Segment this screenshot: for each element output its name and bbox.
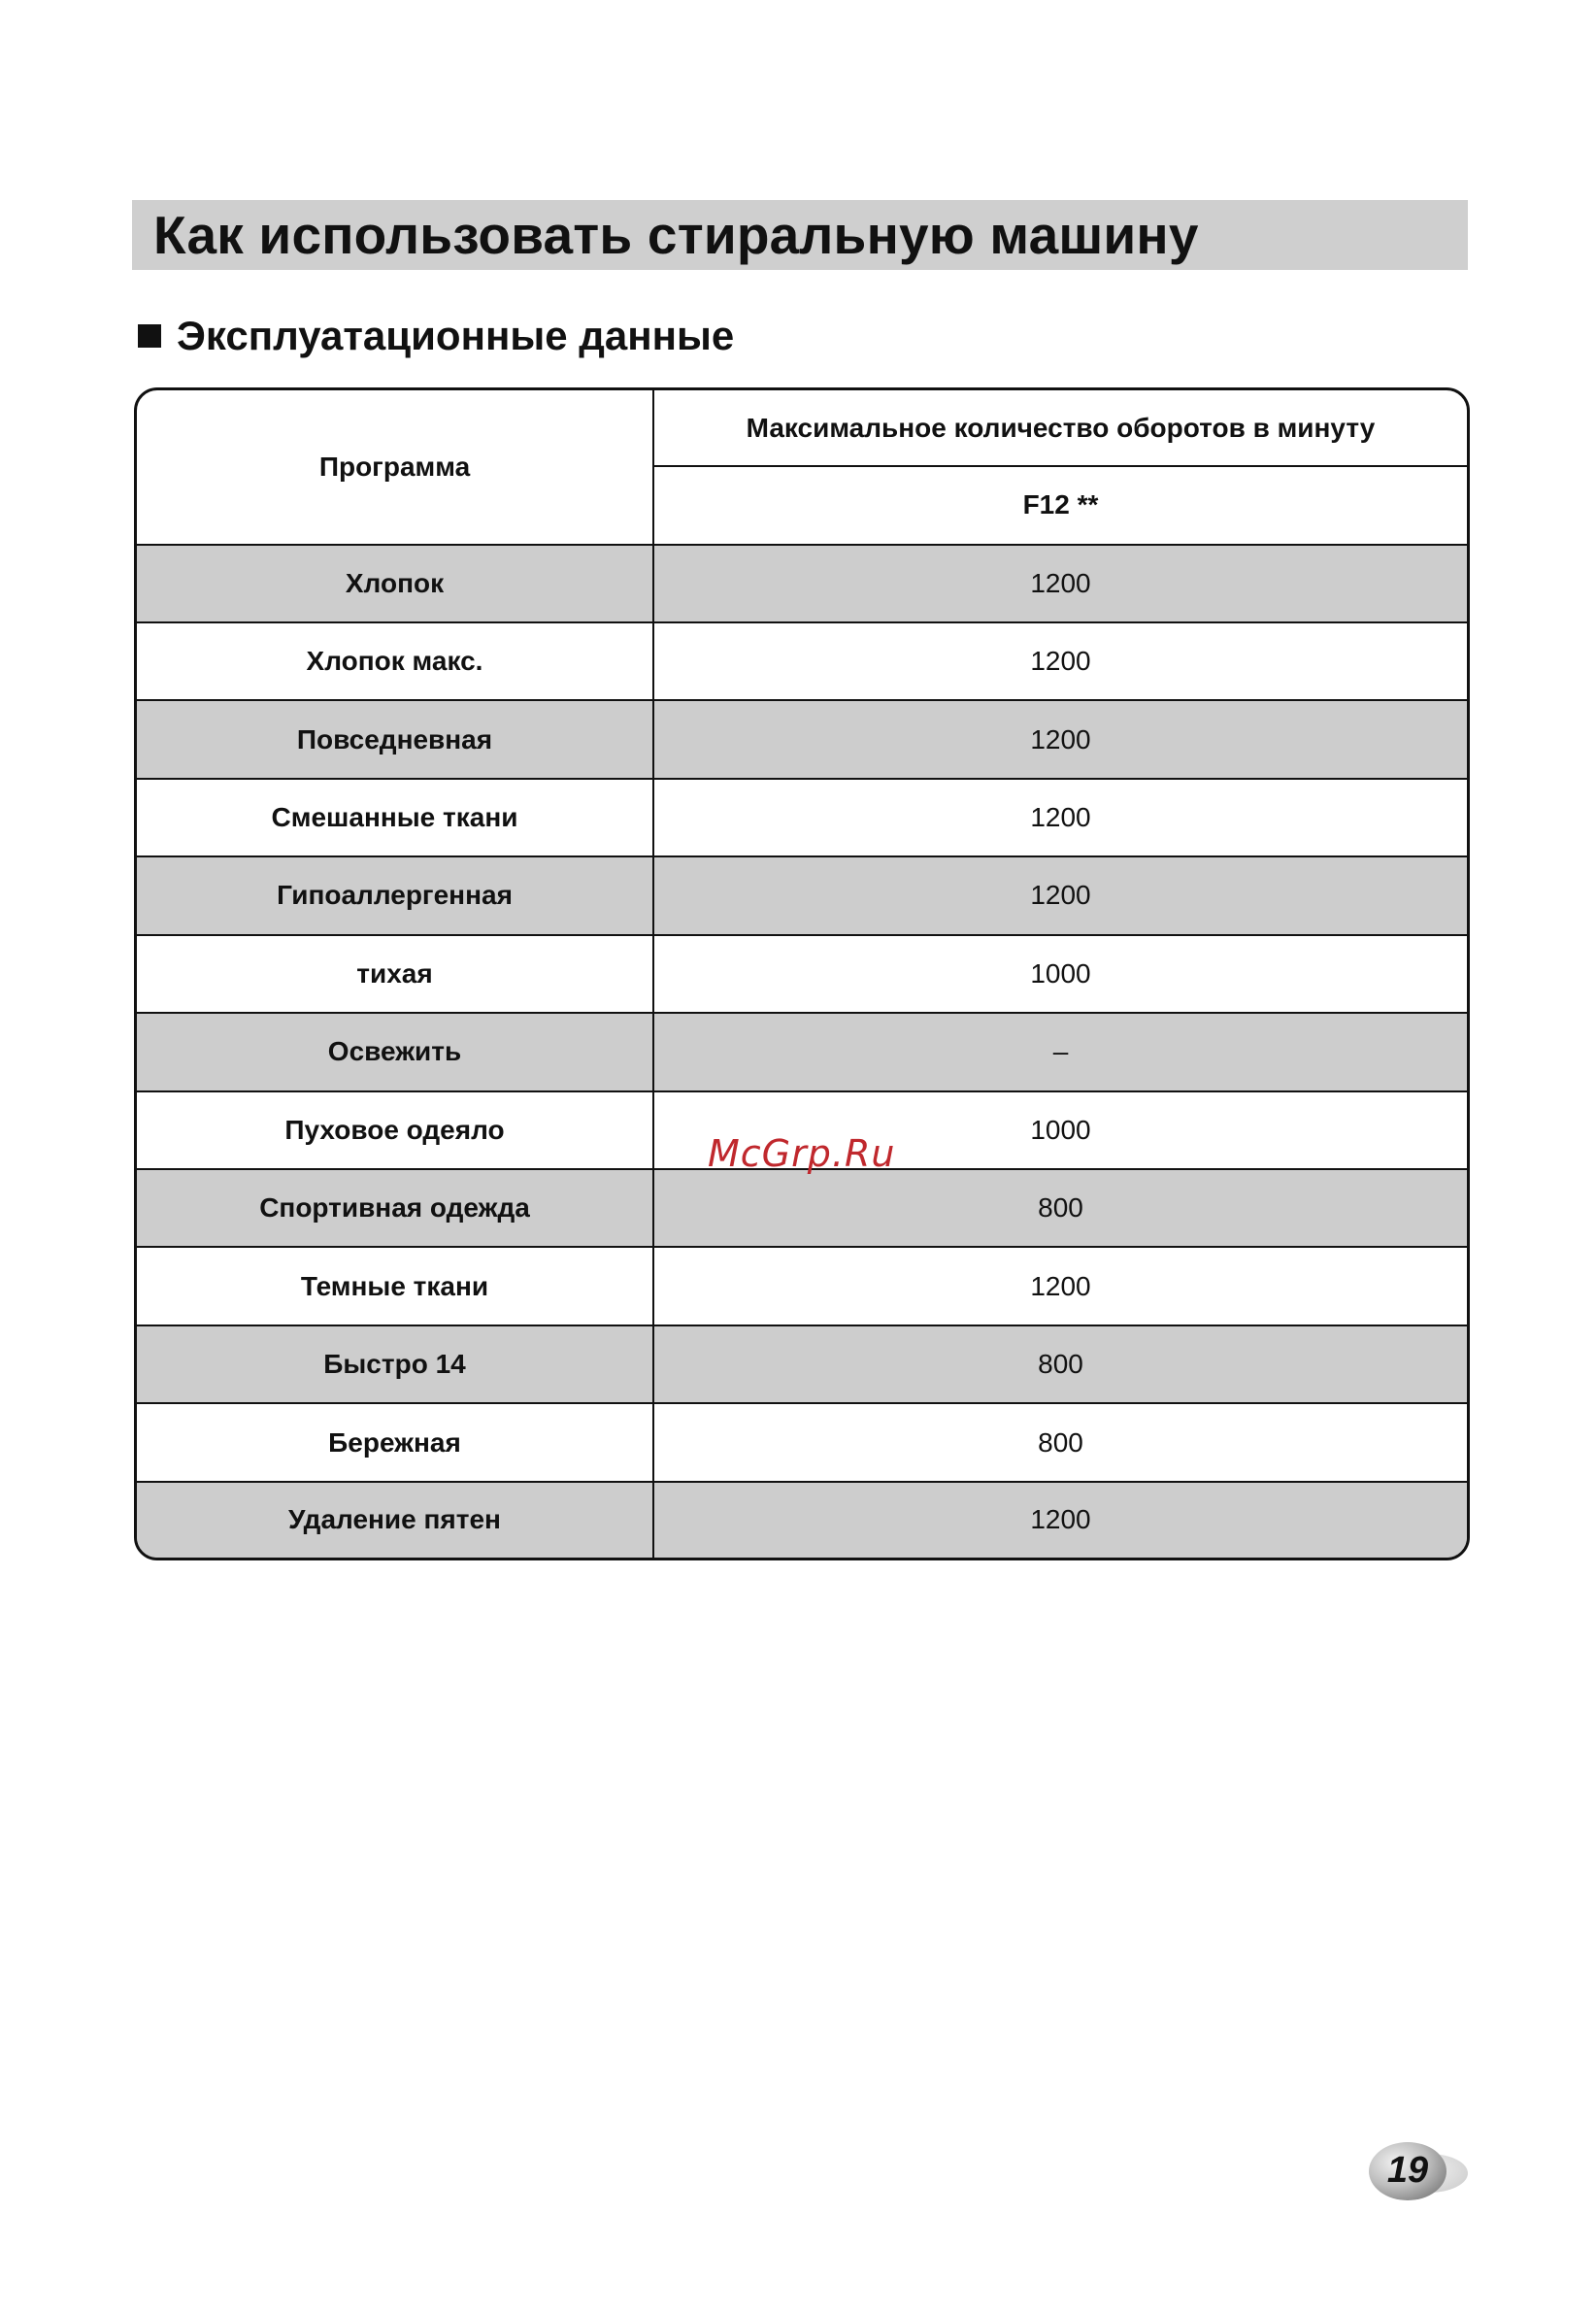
table-row — [137, 1013, 1467, 1090]
program-cell: Гипоаллергенная — [137, 856, 653, 934]
rpm-cell: 1200 — [653, 700, 1467, 778]
table-row — [137, 935, 1467, 1013]
table-row — [137, 700, 1467, 778]
section-heading-text: Эксплуатационные данные — [177, 313, 735, 358]
table-row — [137, 1325, 1467, 1403]
rpm-cell: 1200 — [653, 622, 1467, 700]
program-cell: Бережная — [137, 1403, 653, 1481]
table-row — [137, 1482, 1467, 1558]
rpm-cell: 1000 — [653, 935, 1467, 1013]
rpm-cell: – — [653, 1013, 1467, 1090]
title-bar — [132, 200, 1468, 270]
rpm-cell: 800 — [653, 1403, 1467, 1481]
table-row — [137, 545, 1467, 622]
table-row — [137, 622, 1467, 700]
program-cell: Хлопок — [137, 545, 653, 622]
table-header-row-1 — [137, 390, 1467, 466]
program-cell: Смешанные ткани — [137, 779, 653, 856]
program-cell: Удаление пятен — [137, 1482, 653, 1558]
program-cell: Хлопок макс. — [137, 622, 653, 700]
square-bullet-icon — [138, 324, 161, 348]
rpm-cell: 800 — [653, 1169, 1467, 1247]
table-row — [137, 1247, 1467, 1325]
section-heading — [138, 309, 734, 363]
watermark: McGrp.Ru — [708, 1132, 896, 1175]
program-cell: Освежить — [137, 1013, 653, 1090]
program-cell: тихая — [137, 935, 653, 1013]
rpm-cell: 1000 — [653, 1091, 1467, 1169]
table-row — [137, 1403, 1467, 1481]
program-cell: Спортивная одежда — [137, 1169, 653, 1247]
header-model: F12 ** — [653, 466, 1467, 544]
rpm-cell: 1200 — [653, 779, 1467, 856]
rpm-cell: 1200 — [653, 1247, 1467, 1325]
rpm-cell: 1200 — [653, 856, 1467, 934]
performance-table — [134, 387, 1470, 1560]
table-row — [137, 1169, 1467, 1247]
program-cell: Пуховое одеяло — [137, 1091, 653, 1169]
table-row — [137, 779, 1467, 856]
rpm-cell: 800 — [653, 1325, 1467, 1403]
header-max-rpm: Максимальное количество оборотов в минуту — [653, 390, 1467, 466]
program-cell: Быстро 14 — [137, 1325, 653, 1403]
program-cell: Повседневная — [137, 700, 653, 778]
page-number: 19 — [1386, 2149, 1429, 2191]
header-program: Программа — [137, 390, 653, 545]
page-title: Как использовать стиральную машину — [153, 205, 1199, 265]
rpm-cell: 1200 — [653, 545, 1467, 622]
program-cell: Темные ткани — [137, 1247, 653, 1325]
table-row — [137, 856, 1467, 934]
rpm-cell: 1200 — [653, 1482, 1467, 1558]
